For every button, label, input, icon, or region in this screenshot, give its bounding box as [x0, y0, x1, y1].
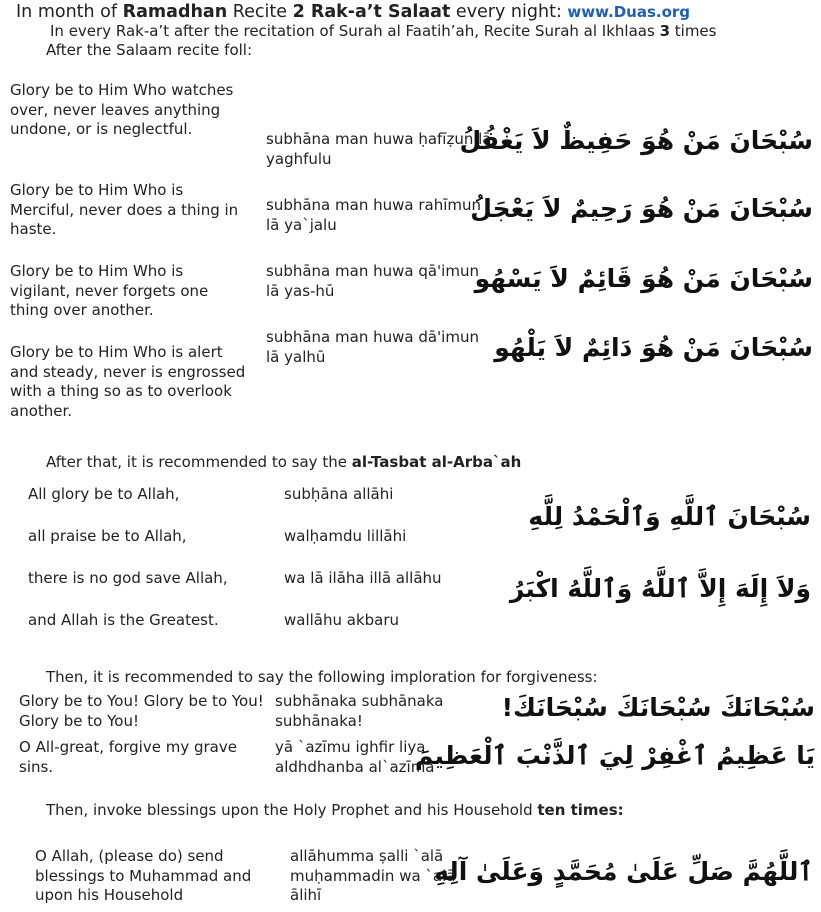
- tasbih-transliteration: walḥamdu lillāhi: [284, 527, 407, 545]
- title-text: Recite: [227, 2, 293, 22]
- section-intro: [46, 801, 624, 821]
- istighfar-english: O All-great, forgive my grave sins.: [19, 738, 237, 776]
- tasbih-english: there is no god save Allah,: [28, 569, 228, 587]
- tasbih-transliteration: subḥāna allāhi: [284, 485, 394, 503]
- tasbih-english: all praise be to Allah,: [28, 527, 187, 545]
- title-rakat: 2 Rak-a’t Salaat: [292, 2, 451, 22]
- tasbih-english: All glory be to Allah,: [28, 485, 180, 503]
- section-intro: [46, 453, 521, 473]
- dua-transliteration: subhāna man huwa qā'imun lā yas-hū: [266, 262, 479, 300]
- istighfar-arabic: يَا عَظِيمُ ٱغْفِرْ لِيَ ٱلذَّنْبَ ٱلْعَظِيمَ: [414, 741, 815, 770]
- tasbih-arabic: سُبْحَانَ ٱللَّهِ وَٱلْحَمْدُ لِلَّهِ: [528, 502, 811, 531]
- dua-transliteration: subhāna man huwa ḥafīẓun lā yaghfulu: [266, 130, 492, 168]
- section-intro: Then, it is recommended to say the following imploration for forgiveness:: [46, 668, 598, 686]
- salawat-arabic: ٱللَّهُمَّ صَلِّ عَلَىٰ مُحَمَّدٍ وَعَلَىٰ آلِهِ: [434, 857, 813, 886]
- title-text: In month of: [16, 2, 123, 22]
- site-link[interactable]: www.Duas.org: [567, 3, 691, 21]
- salawat-english: O Allah, (please do) send blessings to Muhammad and upon his Household: [35, 847, 252, 904]
- intro-bold: ten times:: [537, 801, 624, 819]
- instruction-count: 3: [659, 22, 670, 40]
- title-ramadhan: Ramadhan: [122, 2, 228, 22]
- instruction-line-2: After the Salaam recite foll:: [46, 41, 253, 59]
- istighfar-transliteration: yā `azīmu ighfir liya aldhdhanba al`azīma: [275, 738, 435, 776]
- intro-bold: al-Tasbat al-Arba`ah: [351, 453, 522, 471]
- instruction-line: [50, 22, 716, 42]
- salawat-transliteration: allāhumma ṣalli `alā muḥammadin wa `alā ālihī: [290, 847, 456, 904]
- dua-transliteration: subhāna man huwa rahīmun lā ya`jalu: [266, 196, 481, 234]
- tasbih-transliteration: wa lā ilāha illā allāhu: [284, 569, 442, 587]
- instruction-text: times: [670, 22, 717, 40]
- intro-text: Then, invoke blessings upon the Holy Prophet and his Household: [46, 801, 538, 819]
- dua-arabic: سُبْحَانَ مَنْ هُوَ حَفِيظٌ لاَ يَغْفُلُ: [459, 126, 813, 155]
- dua-transliteration: subhāna man huwa dā'imun lā yalhū: [266, 328, 479, 366]
- dua-english: Glory be to Him Who watches over, never leaves anything undone, or is neglectful.: [10, 81, 234, 138]
- istighfar-english: Glory be to You! Glory be to You! Glory be to You!: [19, 692, 264, 730]
- intro-text: After that, it is recommended to say the: [46, 453, 352, 471]
- istighfar-transliteration: subhānaka subhānaka subhānaka!: [275, 692, 444, 730]
- page-title: [16, 1, 690, 23]
- dua-english: Glory be to Him Who is Merciful, never does a thing in haste.: [10, 181, 239, 238]
- dua-english: Glory be to Him Who is alert and steady, never is engrossed with a thing so as to overlook another.: [10, 343, 246, 420]
- tasbih-arabic: وَلاَ إِلَهَ إِلاَّ ٱللَّهُ وَٱللَّهُ اكْبَرُ: [509, 574, 811, 603]
- dua-english: Glory be to Him Who is vigilant, never forgets one thing over another.: [10, 262, 209, 319]
- istighfar-arabic: سُبْحَانَكَ سُبْحَانَكَ سُبْحَانَكَ!: [501, 693, 815, 722]
- tasbih-english: and Allah is the Greatest.: [28, 611, 219, 629]
- dua-arabic: سُبْحَانَ مَنْ هُوَ قَائِمٌ لاَ يَسْهُو: [474, 264, 813, 293]
- title-text: every night:: [450, 2, 568, 22]
- tasbih-transliteration: wallāhu akbaru: [284, 611, 400, 629]
- instruction-text: In every Rak-a’t after the recitation of Surah al Faatih’ah, Recite Surah al Ikhlaas: [50, 22, 660, 40]
- dua-arabic: سُبْحَانَ مَنْ هُوَ دَائِمٌ لاَ يَلْهُو: [494, 333, 813, 362]
- dua-arabic: سُبْحَانَ مَنْ هُوَ رَحِيمٌ لاَ يَعْجَلُ: [470, 194, 813, 223]
